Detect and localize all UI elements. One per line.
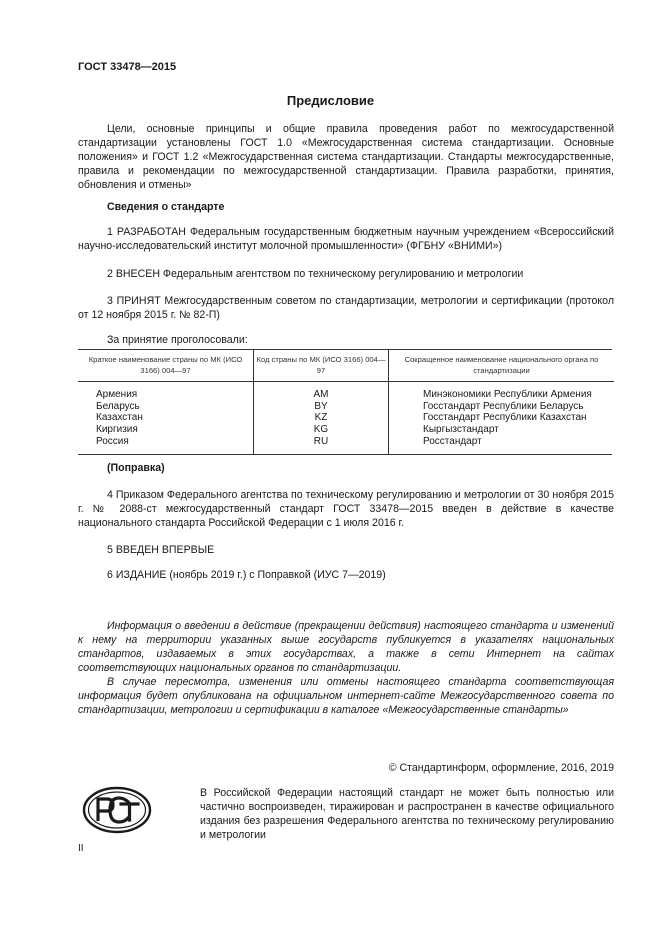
amendment-heading: (Поправка): [107, 462, 165, 474]
table-cell-country: Беларусь: [78, 401, 254, 413]
table-cell-code: RU: [254, 436, 389, 455]
item-5-introduced: 5 ВВЕДЕН ВПЕРВЫЕ: [107, 544, 215, 556]
table-header-agency: Сокращенное наименование национального органа по стандартизации: [389, 349, 615, 382]
document-code-header: ГОСТ 33478—2015: [78, 61, 177, 73]
item-3-adopted: 3 ПРИНЯТ Межгосударственным советом по стандартизации, метрологии и сертификации (протокол от 12 ноября 2015 г. № 82-П): [78, 295, 614, 321]
table-cell-code: BY: [254, 401, 389, 413]
table-header-country: Краткое наименование страны по МК (ИСО 3166) 004—97: [78, 349, 254, 382]
table-cell-agency: Кыргызстандарт: [423, 424, 499, 436]
item-1-developed: 1 РАЗРАБОТАН Федеральным государственным бюджетным научным учреждением «Всероссийский научно-исследовательский институт молочной промышленности» (ФГБНУ «ВНИМИ»): [78, 226, 614, 252]
table-row: [78, 412, 614, 424]
table-cell-code: KZ: [254, 412, 389, 424]
table-row: [78, 382, 614, 401]
revision-note-paragraph: В случае пересмотра, изменения или отмены настоящего стандарта соответствующая информация будет опубликована на официальном интернет-сайте Межгосударственного совета по стандартизации, метрологии и сертификации в каталоге «Межгосударственные стандарты»: [78, 676, 614, 716]
table-cell-agency: Госстандарт Республики Беларусь: [423, 400, 584, 412]
table-header-row: [78, 349, 614, 382]
item-6-edition: 6 ИЗДАНИЕ (ноябрь 2019 г.) с Поправкой (ИУС 7—2019): [107, 569, 386, 581]
table-cell-agency: Росстандарт: [423, 435, 482, 447]
table-cell-code: KG: [254, 424, 389, 436]
table-row: [78, 424, 614, 436]
table-cell-agency: Госстандарт Республики Казахстан: [423, 412, 587, 424]
table-cell-code: AM: [254, 382, 389, 401]
table-cell-country: Киргизия: [78, 424, 254, 436]
voted-label: За принятие проголосовали:: [107, 334, 248, 346]
page-number: II: [78, 843, 84, 854]
agreement-table: [78, 349, 614, 455]
table-row: [78, 401, 614, 413]
table-header-code: Код страны по МК (ИСО 3166) 004—97: [254, 349, 389, 382]
table-cell-country: Казахстан: [78, 412, 254, 424]
page-title: Предисловие: [286, 93, 375, 108]
table-cell-country: Армения: [78, 382, 254, 401]
reproduction-notice: В Российской Федерации настоящий стандарт не может быть полностью или частично воспроизведен, тиражирован и распространен в качестве официального издания без разрешения Федерального агентства по техническому регулированию и метрологии: [200, 787, 614, 841]
info-note-paragraph: Информация о введении в действие (прекращении действия) настоящего стандарта и изменений к нему на территории указанных выше государств публикуется в указателях национальных стандартов, издаваемых в этих государствах, а также в сети Интернет на сайтах соответствующих национальных органов по стандартизации.: [78, 620, 614, 674]
item-2-submitted: 2 ВНЕСЕН Федеральным агентством по техническому регулированию и метрологии: [107, 268, 524, 280]
about-standard-heading: Сведения о стандарте: [107, 201, 225, 213]
table-cell-country: Россия: [78, 436, 254, 455]
table-row: [78, 436, 614, 455]
rst-certification-mark-icon: [82, 785, 152, 835]
copyright-line: © Стандартинформ, оформление, 2016, 2019: [388, 762, 614, 774]
item-4-order: 4 Приказом Федерального агентства по техническому регулированию и метрологии от 30 ноября 2015 г. № 2088-ст межгосударственный стандарт ГОСТ 33478—2015 введен в действие в качестве национального стандарта Российской Федерации с 1 июля 2016 г.: [78, 489, 614, 529]
intro-paragraph: Цели, основные принципы и общие правила проведения работ по межгосударственной стандартизации установлены ГОСТ 1.0 «Межгосударственная система стандартизации. Основные положения» и ГОСТ 1.2 «Межгосударственная система стандартизации. Стандарты межгосударственные, правила и рекомендации по межгосударственной стандартизации. Правила разработки, принятия, обновления и отмены»: [78, 123, 614, 191]
table-cell-agency: Минэкономики Республики Армения: [423, 389, 592, 400]
